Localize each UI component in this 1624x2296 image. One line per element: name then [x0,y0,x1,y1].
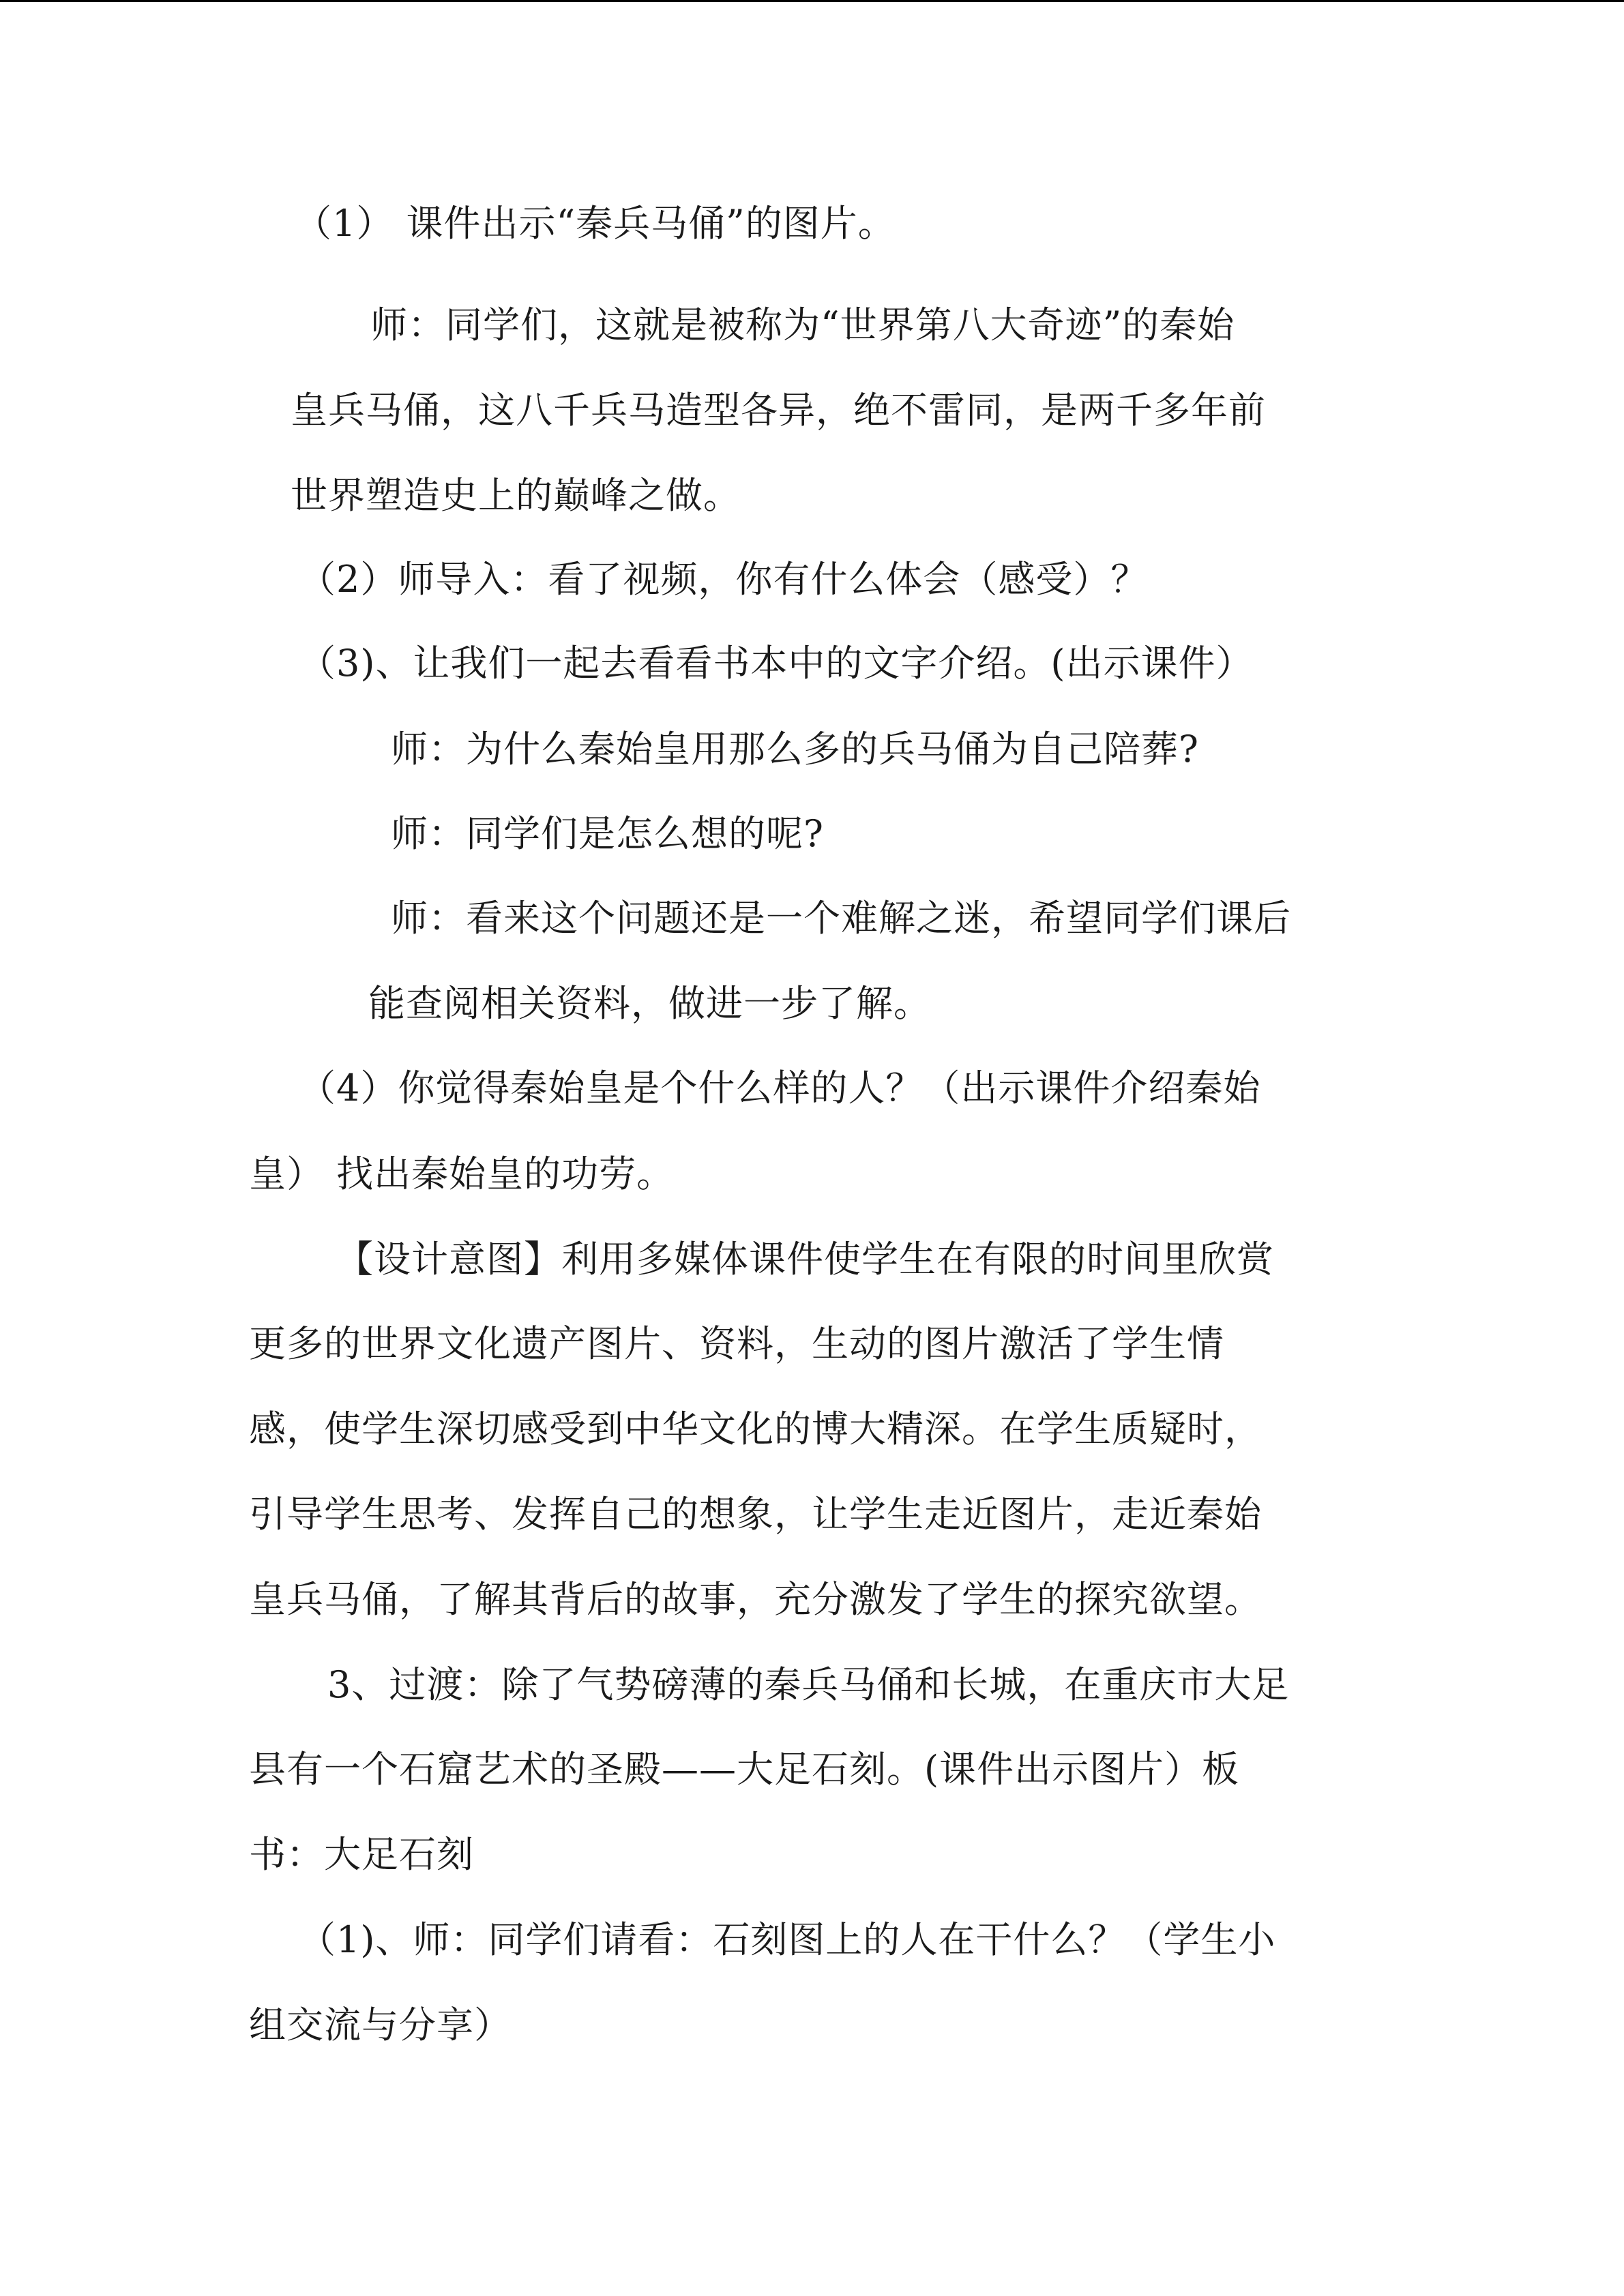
design-intent-line-3: 感，使学生深切感受到中华文化的博大精深。在学生质疑时， [249,1407,1262,1450]
text-line-3: 皇兵马俑，这八千兵马造型各异，绝不雷同，是两千多年前 [291,389,1266,432]
text-line-4: 世界塑造史上的巅峰之做。 [291,474,741,517]
text-line-11: （4）你觉得秦始皇是个什么样的人？（出示课件介绍秦始 [299,1067,1261,1109]
text-line-2: 师：同学们，这就是被称为“世界第八大奇迹”的秦始 [370,303,1235,346]
design-intent-line-2: 更多的世界文化遗产图片、资料，生动的图片激活了学生情 [249,1322,1224,1365]
text-line-19: 县有一个石窟艺术的圣殿——大足石刻。(课件出示图片）板 [249,1748,1240,1791]
design-intent-line-5: 皇兵马俑，了解其背后的故事，充分激发了学生的探究欲望。 [249,1578,1262,1621]
text-line-10: 能查阅相关资料，做进一步了解。 [368,982,931,1025]
text-line-22: 组交流与分享） [249,2003,512,2046]
text-line-21: （1)、师：同学们请看：石刻图上的人在干什么？（学生小 [299,1918,1276,1961]
text-line-6: （3)、让我们一起去看看书本中的文字介绍。(出示课件） [299,642,1254,685]
text-line-7: 师：为什么秦始皇用那么多的兵马俑为自己陪葬? [391,728,1199,771]
text-line-12: 皇） 找出秦始皇的功劳。 [249,1152,675,1195]
design-intent-line-4: 引导学生思考、发挥自己的想象，让学生走近图片，走近秦始 [249,1493,1262,1536]
text-line-9: 师：看来这个问题还是一个难解之迷，希望同学们课后 [391,897,1291,940]
text-line-20: 书：大足石刻 [249,1833,474,1876]
text-line-5: （2）师导入：看了视频，你有什么体会（感受）？ [299,558,1149,601]
text-line-8: 师：同学们是怎么想的呢? [391,812,824,855]
design-intent-line-1: 【设计意图】利用多媒体课件使学生在有限的时间里欣赏 [336,1238,1274,1281]
text-line-1: （1） 课件出示“秦兵马俑”的图片。 [295,202,896,245]
text-line-18: 3、过渡：除了气势磅薄的秦兵马俑和长城，在重庆市大足 [327,1663,1290,1706]
